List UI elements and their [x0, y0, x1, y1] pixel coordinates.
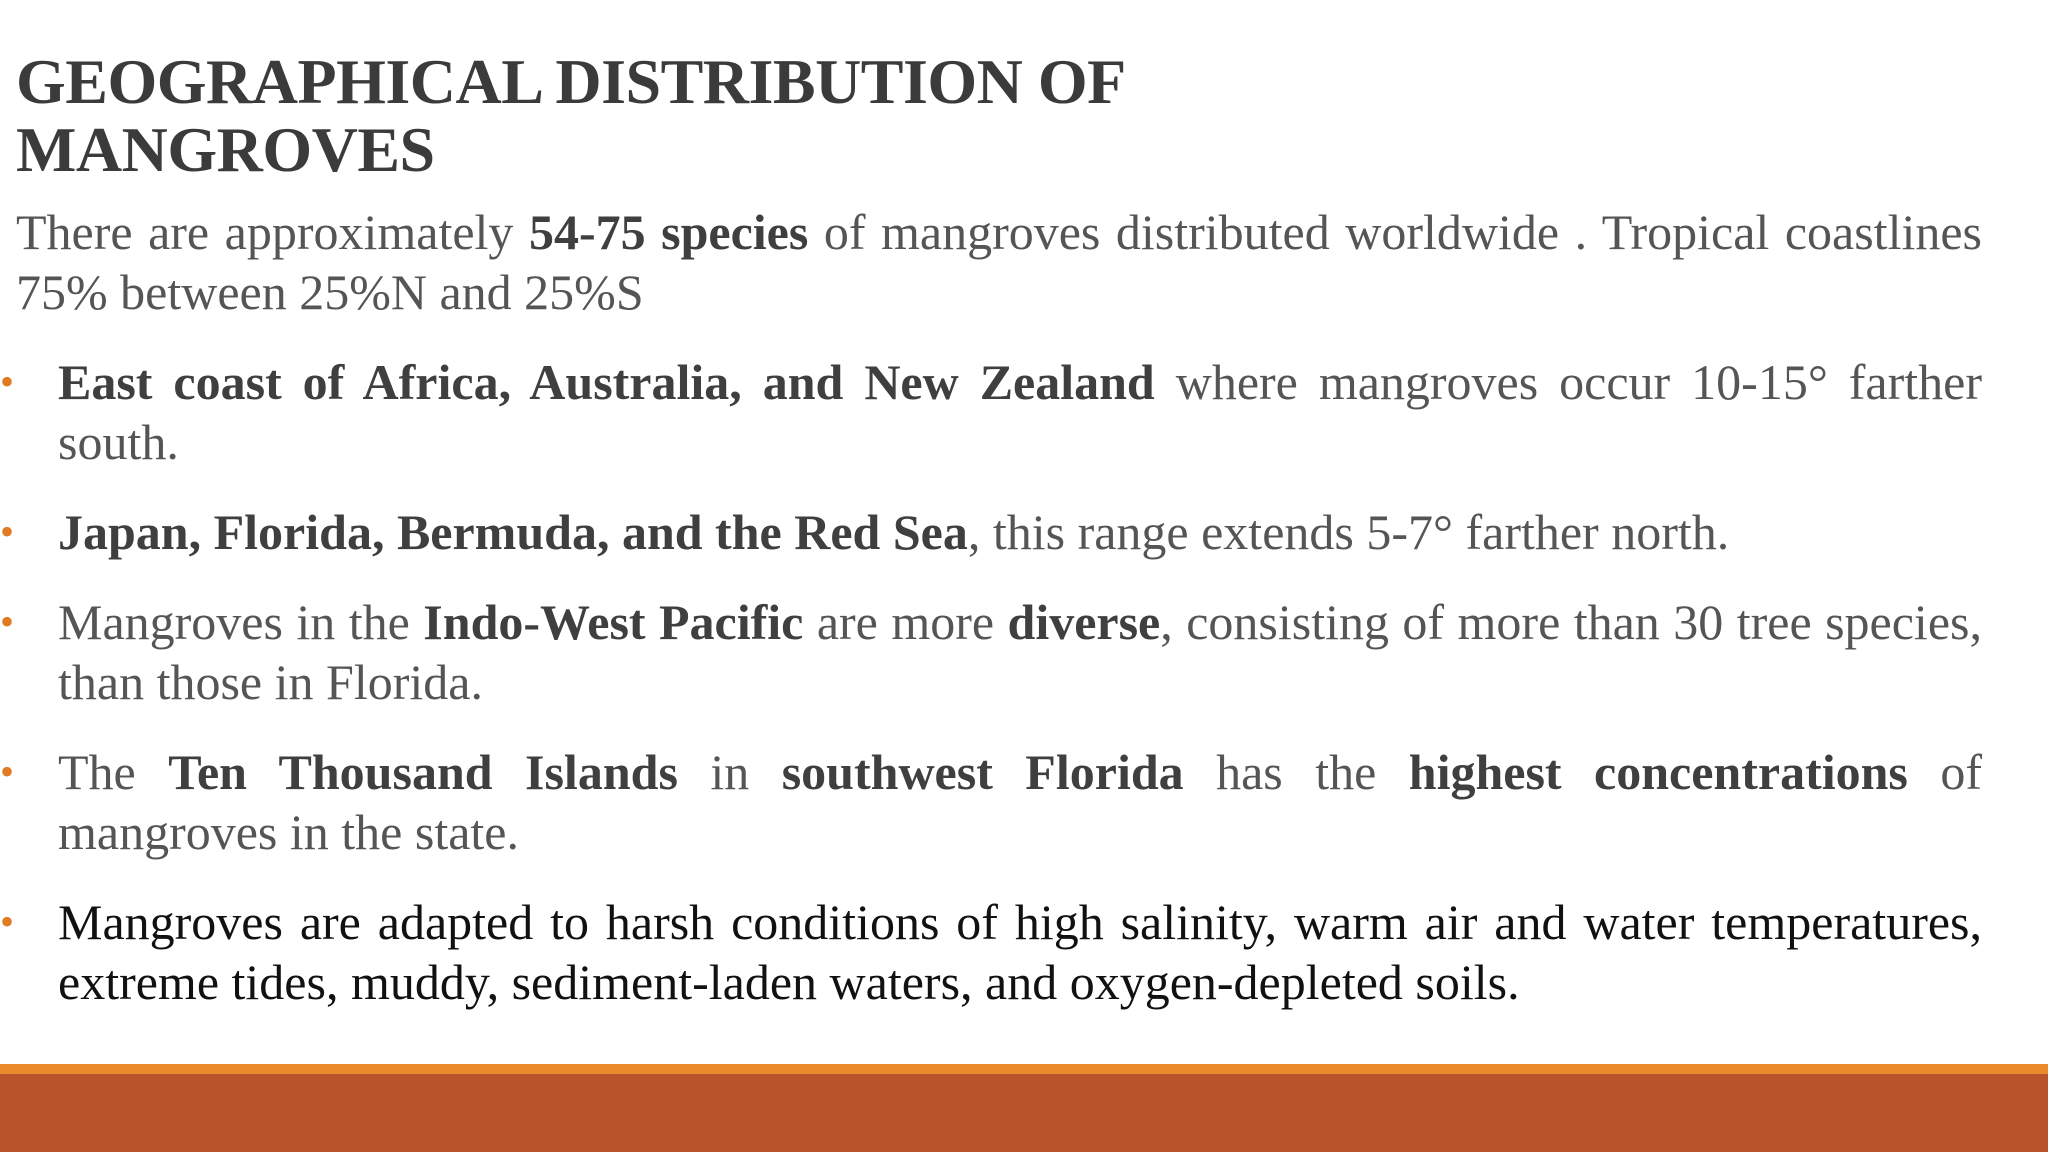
intro-paragraph: [16, 202, 1982, 322]
bullet-4-text-b: in: [677, 744, 782, 800]
bullet-4-text-d: of mangroves in the state.: [58, 744, 1983, 860]
bullet-3-bold-a: Indo-West Pacific: [423, 594, 804, 650]
bullet-4-bold-c: highest concentrations: [1408, 744, 1908, 800]
bullet-4-bold-b: southwest Florida: [781, 744, 1184, 800]
bullet-3-text-b: are more: [803, 594, 1008, 650]
intro-text-a: There are approximately: [16, 204, 529, 260]
bullet-1-text: where mangroves occur 10-15° farther south.: [58, 354, 1983, 470]
slide-title-line-1: GEOGRAPHICAL DISTRIBUTION OF: [16, 46, 1126, 117]
footer-bar: [0, 1074, 2048, 1152]
bullet-4-text-a: The: [58, 744, 169, 800]
slide-title: [16, 48, 1416, 184]
intro-text-b: of mangroves distributed worldwide . Tropical coastlines 75% between 25%N and 25%S: [16, 204, 1983, 320]
bullet-2-text: , this range extends 5-7° farther north.: [967, 504, 1730, 560]
bullet-item-africa-australia: [0, 352, 1982, 472]
bullet-item-adaptations: [0, 892, 1982, 1012]
bullet-dot-icon: •: [0, 599, 15, 644]
bullet-item-indo-west-pacific: [0, 592, 1982, 712]
footer-accent-stripe: [0, 1064, 2048, 1074]
bullet-3-text-c: , consisting of more than 30 tree species, than those in Florida.: [58, 594, 1982, 710]
bullet-3-bold-b: diverse: [1007, 594, 1161, 650]
bullet-item-ten-thousand-islands: [0, 742, 1982, 862]
bullet-3-text-a: Mangroves in the: [58, 594, 424, 650]
bullet-dot-icon: •: [0, 509, 15, 554]
bullet-item-japan-florida: [0, 502, 1982, 562]
bullet-2-bold: Japan, Florida, Bermuda, and the Red Sea: [58, 504, 968, 560]
bullet-4-text-c: has the: [1183, 744, 1409, 800]
bullet-dot-icon: •: [0, 359, 15, 404]
bullet-dot-icon: •: [0, 899, 15, 944]
bullet-list: [0, 352, 1982, 1012]
slide-title-line-2: MANGROVES: [16, 114, 435, 185]
intro-bold-species: 54-75 species: [528, 204, 809, 260]
bullet-4-bold-a: Ten Thousand Islands: [168, 744, 678, 800]
bullet-1-bold: East coast of Africa, Australia, and New Zealand: [58, 354, 1155, 410]
bullet-5-text: Mangroves are adapted to harsh conditions of high salinity, warm air and water temperatures, extreme tides, muddy, sediment-laden waters, and oxygen-depleted soils.: [58, 894, 1982, 1010]
bullet-dot-icon: •: [0, 749, 15, 794]
